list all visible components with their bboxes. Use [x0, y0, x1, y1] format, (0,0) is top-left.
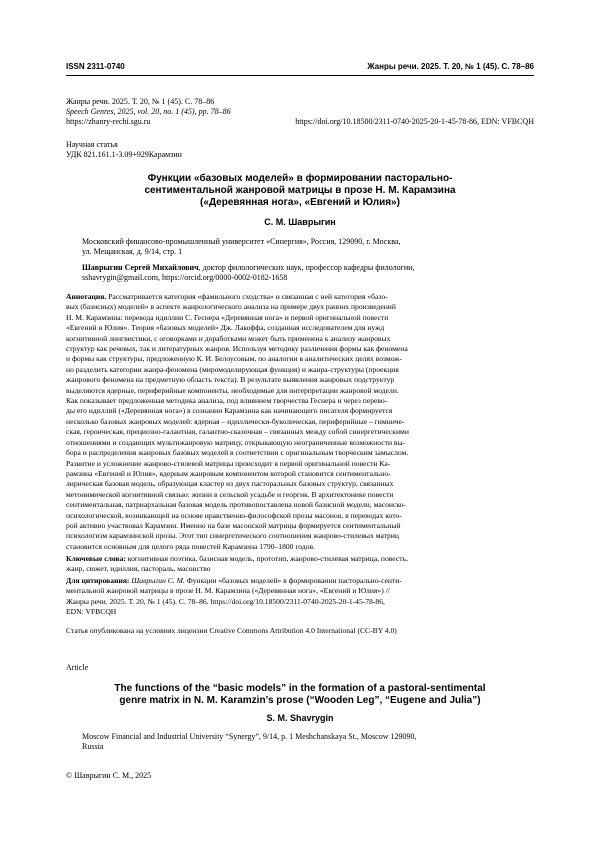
- article-meta: [66, 140, 534, 160]
- author-contacts[interactable]: sshavrygin@gmail.com, https://orcid.org/0000-0002-0182-1658: [82, 273, 288, 282]
- affiliation-en: [82, 732, 534, 752]
- author-full-name: Шаврыгин Сергей Михайлович: [82, 263, 199, 272]
- doi-link[interactable]: https://doi.org/10.18500/2311-0740-2025-20-1-45-78-86, EDN: VFBCQH: [295, 117, 534, 126]
- citation-for-reference: [66, 576, 534, 618]
- author-info: [82, 263, 534, 283]
- abstract-line: сентиментальная, патриархальная базовая модель противопоставлена новой базисной модели, масонско-: [66, 500, 406, 510]
- abstract-line: рамзина «Евгений и Юлия», ядерным жанровым компонентом которой становится сентиментально-: [66, 468, 391, 478]
- title-ru-line: Функции «базовых моделей» в формировании пасторально-: [147, 173, 453, 184]
- article-type: Научная статья: [66, 140, 118, 149]
- abstract-line: лирическая базовая модель, образующая кластер из двух пасторальных базовых структур, связанных: [66, 479, 394, 489]
- abstract-line: психологической, возникающей на основе нравственно-философской прозы масонов, в переводах кото-: [66, 510, 402, 520]
- abstract-line: ская, героическая, прециозно-галантная, галантно-сказочная – связанных между собой синергетическими: [66, 427, 409, 437]
- abstract-line: «Евгений и Юлия». Теория «базовых моделей» Дж. Лакоффа, созданная исследователем для нужд: [66, 323, 385, 333]
- cite-line: EDN: VFBCQH: [66, 607, 117, 617]
- author-en: S. M. Shavrygin: [266, 713, 334, 723]
- journal-url-link[interactable]: https://zhanry-rechi.sgu.ru: [66, 117, 151, 126]
- article-type-en: Article: [66, 663, 89, 672]
- running-header: [66, 62, 534, 76]
- abstract-line: Развитие и усложнение жанрово-стилевой матрицы происходит в первой оригинальной повести Ка-: [66, 458, 391, 468]
- title-ru-line: сентиментальной жанровой матрицы в прозе Н. М. Карамзина: [144, 185, 456, 196]
- affiliation-en-line: Moscow Financial and Industrial University “Synergy”, 9/14, p. 1 Meshchanskaya St., Moscow 129090,: [82, 732, 417, 741]
- abstract-line: ды его идиллий («Деревянная нога») в сознании Карамзина как начинающего писателя формируется: [66, 406, 393, 416]
- cite-author: Шаврыгин С. М.: [131, 576, 185, 585]
- copyright: © Шаврыгин С. М., 2025: [66, 771, 152, 780]
- abstract-line: психологизм карамзинской прозы. Этот тип синергетического соотношения жанрово-стилевых матриц: [66, 531, 399, 541]
- citation-en: Speech Genres, 2025, vol. 20, no. 1 (45), pp. 78–86: [66, 107, 231, 116]
- affiliation-ru-line: Московский финансово-промышленный университет «Синергия», Россия, 129090, г. Москва,: [82, 237, 401, 246]
- abstract-line: выделяются ядерные, периферийные компоненты, необходимые для интерпретации жанровой модели.: [66, 385, 399, 395]
- keywords-label: Ключевые слова:: [66, 554, 126, 563]
- title-en-line: genre matrix in N. M. Karamzin’s prose (“Wooden Leg”, “Eugene and Julia”): [119, 695, 481, 706]
- keywords: [66, 554, 534, 575]
- cite-line: Жанры речи. 2025. Т. 20, № 1 (45). С. 78–86. https://doi.org/10.18500/2311-0740-2025-20-1-45-78-86,: [66, 596, 385, 606]
- journal-reference: Жанры речи. 2025. Т. 20, № 1 (45). С. 78–86: [367, 62, 534, 71]
- cite-label: Для цитирования:: [66, 576, 130, 585]
- abstract-line: Как показывает предложенная методика анализа, под влиянием творчества Геснера и через перево-: [66, 396, 388, 406]
- abstract-line: отношениями и создающих мультижанровую матрицу, открывающую неограниченные возможности вы-: [66, 437, 406, 447]
- abstract-line: и формы как структуры, предложенную К. И. Белоусовым, по аналогии в аналитических целях возмож-: [66, 354, 403, 364]
- abstract: [66, 292, 534, 552]
- title-en-line: The functions of the “basic models” in the formation of a pastoral-sentimental: [114, 683, 486, 694]
- affiliation-en-line: Russia: [82, 742, 104, 751]
- abstract-line: вых (базисных) моделей» в аспекте жанрологического анализа на примере двух ранних произведений: [66, 302, 396, 312]
- keywords-line: жанр, сюжет, идиллия, пастораль, масонство: [66, 564, 211, 574]
- citation-links: [66, 117, 534, 127]
- header-rule: [66, 75, 534, 76]
- title-en: [66, 683, 534, 707]
- abstract-line: метонимической когнитивной связью: жизни в сельской усадьбе и георгик. В архитектонике повести: [66, 489, 394, 499]
- abstract-line: Аннотация. Рассматривается категория «фамильного сходства» и связанная с ней категория «базо-: [66, 292, 388, 301]
- license-note: Статья опубликована на условиях лицензии Creative Commons Attribution 4.0 International (CC-BY 4.0): [66, 626, 397, 635]
- abstract-line: бора и распределения жанровых базовых моделей в соответствии с оригинальным творческим замыслом.: [66, 448, 409, 458]
- title-ru-line: («Деревянная нога», «Евгений и Юлия»): [200, 197, 400, 208]
- author-info-line: Шаврыгин Сергей Михайлович, доктор филологических наук, профессор кафедры филологии,: [82, 263, 415, 272]
- udc: УДК 821.161.1-3.09+929Карамзин: [66, 150, 182, 159]
- abstract-line: рой активно участвовал Карамзин. Именно на базе масонской матрицы формируется сентиментальный: [66, 520, 401, 530]
- abstract-line: Н. М. Карамзина: перевода идиллии С. Геснера «Деревянная нога» и первой оригинальной повести: [66, 312, 389, 322]
- citation-block: [66, 97, 534, 127]
- abstract-line: когнитивной лингвистики, с оговорками и доработками может быть применена к анализу жанровых: [66, 333, 391, 343]
- cite-line: Для цитирования: Шаврыгин С. М. Функции «базовых моделей» в формировании пасторально-сенти-: [66, 576, 402, 585]
- abstract-line: структур как речевых, так и литературных жанров. Используя методику различения формы как феномена: [66, 344, 408, 354]
- abstract-line: жанрового феномена на предметную область текста). В результате выявления жанровых подструктур: [66, 375, 395, 385]
- keywords-line: Ключевые слова: когнитивная поэтика, базисная модель, прототип, жанрово-стилевая матрица, повесть,: [66, 554, 408, 563]
- abstract-line: но разделить категории жанра-феномена (миромоделирующая функция) и жанра-структуры (проекция: [66, 364, 399, 374]
- affiliation-ru-line: ул. Мещанская, д. 9/14, стр. 1: [82, 247, 183, 256]
- issn: ISSN 2311-0740: [66, 62, 125, 71]
- abstract-label: Аннотация.: [66, 292, 107, 301]
- title-ru: [66, 173, 534, 209]
- author-ru: С. М. Шаврыгин: [264, 217, 336, 227]
- citation-ru: Жанры речи. 2025. Т. 20, № 1 (45). С. 78–86: [66, 97, 215, 106]
- cite-line: ментальной жанровой матрицы в прозе Н. М. Карамзина («Деревянная нога», «Евгений и Юлия») //: [66, 586, 390, 596]
- affiliation-ru: [82, 237, 534, 257]
- abstract-line: становится основным для целого ряда повестей Карамзина 1790–1800 годов.: [66, 541, 316, 551]
- abstract-line: несколько базовых жанровых моделей: ядерная – идиллически-буколическая, периферийные – гимниче-: [66, 416, 405, 426]
